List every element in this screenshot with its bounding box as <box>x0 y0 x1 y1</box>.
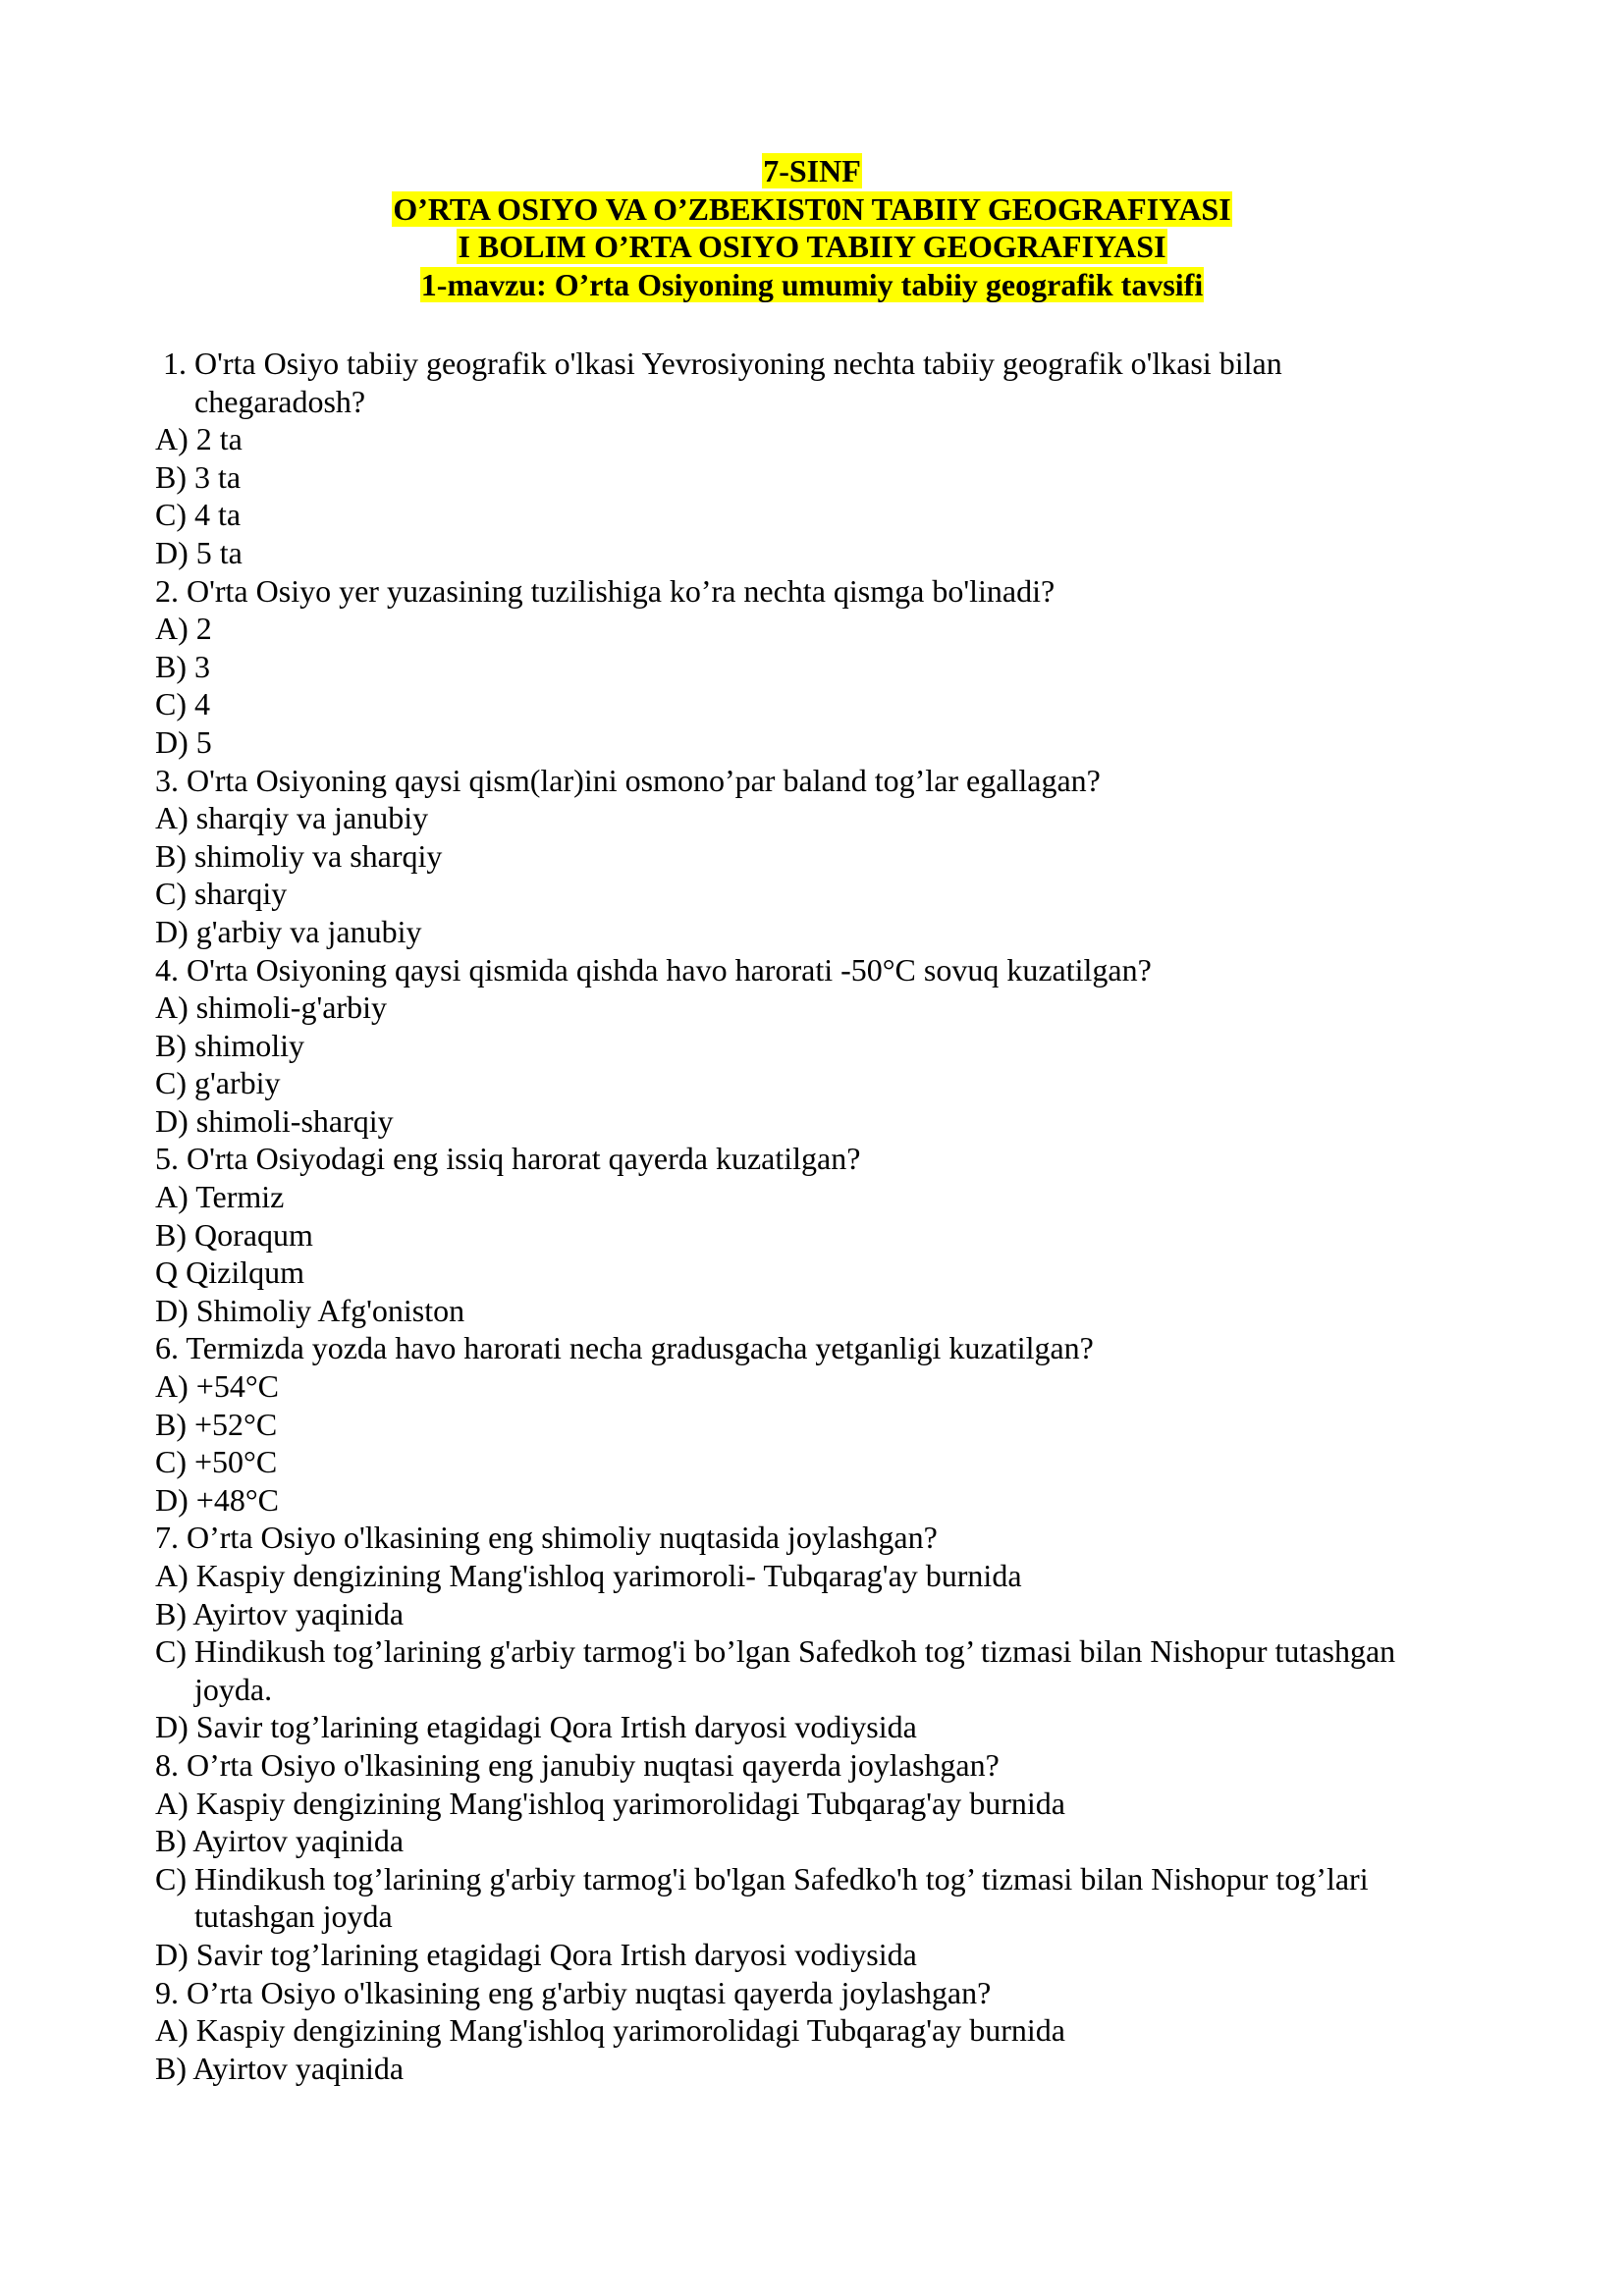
answer-option: B) shimoliy <box>155 1027 305 1063</box>
question-text: 4. O'rta Osiyoning qaysi qismida qishda havo harorati -50°C sovuq kuzatilgan? <box>155 951 1152 988</box>
answer-option: C) Hindikush tog’larining g'arbiy tarmog'i bo’lgan Safedkoh tog’ tizmasi bilan Nishopur tutashgan <box>155 1633 1396 1670</box>
question-2 <box>155 572 1490 762</box>
answer-option: A) 2 <box>155 611 212 647</box>
answer-option: D) Savir tog’larining etagidagi Qora Irtish daryosi vodiysida <box>155 1709 917 1745</box>
answer-option: Q Qizilqum <box>155 1255 304 1291</box>
answer-option: B) Ayirtov yaqinida <box>155 1823 405 1859</box>
question-6 <box>155 1329 1490 1519</box>
answer-option: B) Ayirtov yaqinida <box>155 2050 405 2086</box>
answer-option: C) g'arbiy <box>155 1065 281 1101</box>
answer-option: B) 3 <box>155 648 210 684</box>
answer-option: A) sharqiy va janubiy <box>155 800 429 836</box>
answer-option: A) shimoli-g'arbiy <box>155 989 387 1026</box>
answer-option: C) +50°C <box>155 1444 278 1480</box>
answer-option: C) 4 ta <box>155 497 242 533</box>
answer-option: A) Termiz <box>155 1179 285 1215</box>
answer-option: C) 4 <box>155 686 210 722</box>
question-text: 3. O'rta Osiyoning qaysi qism(lar)ini osmono’par baland tog’lar egallagan? <box>155 762 1101 798</box>
answer-option: D) Savir tog’larining etagidagi Qora Irtish daryosi vodiysida <box>155 1936 917 1972</box>
answer-option: D) 5 ta <box>155 534 243 570</box>
question-3 <box>155 762 1490 951</box>
answer-option-continuation: joyda. <box>194 1671 273 1707</box>
question-text: 8. O’rta Osiyo o'lkasining eng janubiy nuqtasi qayerda joylashgan? <box>155 1746 1000 1783</box>
answer-option: C) sharqiy <box>155 876 288 912</box>
question-list <box>155 345 1490 2087</box>
grade-heading: 7-SINF <box>763 153 861 188</box>
question-1 <box>155 345 1490 572</box>
answer-option: A) Kaspiy dengizining Mang'ishloq yarimorolidagi Tubqarag'ay burnida <box>155 2012 1065 2049</box>
answer-option: B) 3 ta <box>155 458 242 495</box>
answer-option: D) +48°C <box>155 1481 279 1518</box>
answer-option: B) +52°C <box>155 1406 278 1442</box>
question-8 <box>155 1746 1490 1974</box>
question-7 <box>155 1519 1490 1746</box>
subject-heading: O’RTA OSIYO VA O’ZBEKIST0N TABIIY GEOGRAFIYASI <box>393 190 1231 227</box>
answer-option: A) Kaspiy dengizining Mang'ishloq yarimorolidagi Tubqarag'ay burnida <box>155 1785 1065 1821</box>
question-text: 5. O'rta Osiyodagi eng issiq harorat qayerda kuzatilgan? <box>155 1141 861 1177</box>
question-4 <box>155 951 1490 1141</box>
question-9 <box>155 1974 1490 2088</box>
answer-option: B) Qoraqum <box>155 1216 313 1253</box>
answer-option-continuation: tutashgan joyda <box>194 1898 393 1935</box>
answer-option: B) shimoliy va sharqiy <box>155 837 443 874</box>
answer-option: A) Kaspiy dengizining Mang'ishloq yarimoroli- Tubqarag'ay burnida <box>155 1558 1022 1593</box>
question-text: 1. O'rta Osiyo tabiiy geografik o'lkasi Yevrosiyoning nechta tabiiy geografik o'lkasi bilan <box>163 346 1282 381</box>
question-text: 6. Termizda yozda havo harorati necha gradusgacha yetganligi kuzatilgan? <box>155 1330 1094 1366</box>
answer-option: D) g'arbiy va janubiy <box>155 913 422 949</box>
section-heading: I BOLIM O’RTA OSIYO TABIIY GEOGRAFIYASI <box>458 229 1166 264</box>
answer-option: D) 5 <box>155 723 212 760</box>
question-text: 7. O’rta Osiyo o'lkasining eng shimoliy nuqtasida joylashgan? <box>155 1520 938 1556</box>
answer-option: D) shimoli-sharqiy <box>155 1102 394 1139</box>
answer-option: A) 2 ta <box>155 421 243 457</box>
answer-option: D) Shimoliy Afg'oniston <box>155 1292 465 1328</box>
topic-heading: 1-mavzu: O’rta Osiyoning umumiy tabiiy geografik tavsifi <box>420 266 1204 302</box>
answer-option: A) +54°C <box>155 1368 279 1405</box>
answer-option: C) Hindikush tog’larining g'arbiy tarmog'i bo'lgan Safedko'h tog’ tizmasi bilan Nishopur tog’lari <box>155 1860 1369 1896</box>
question-text: 2. O'rta Osiyo yer yuzasining tuzilishiga ko’ra nechta qismga bo'linadi? <box>155 572 1056 609</box>
document-header <box>0 152 1624 303</box>
answer-option: B) Ayirtov yaqinida <box>155 1595 405 1631</box>
question-text-continuation: chegaradosh? <box>194 383 366 419</box>
question-text: 9. O’rta Osiyo o'lkasining eng g'arbiy nuqtasi qayerda joylashgan? <box>155 1974 992 2010</box>
question-5 <box>155 1140 1490 1329</box>
